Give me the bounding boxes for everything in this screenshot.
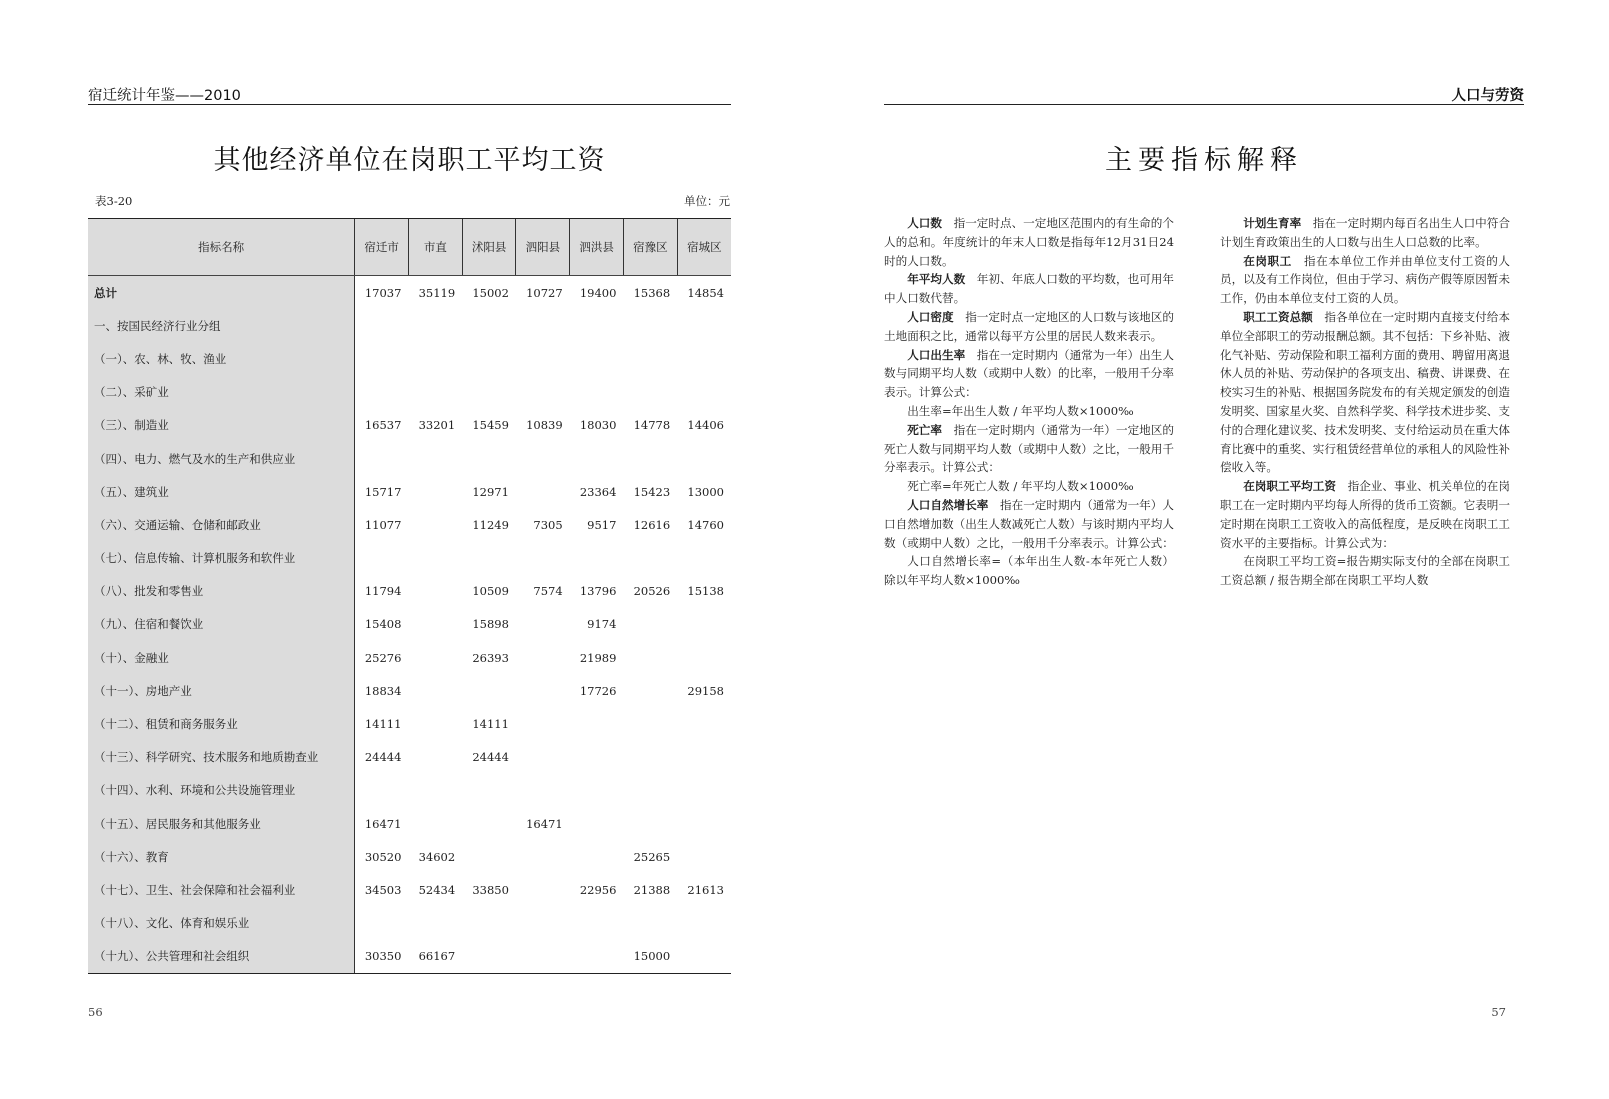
definition-text: 指企业、事业、机关单位的在岗职工在一定时期内平均每人所得的货币工资额。它表明一定时期在岗职工工资收入的高低程度，是反映在岗职工工资水平的主要指标。计算公式为：	[1220, 479, 1510, 550]
table-row	[88, 475, 731, 508]
table-cell: 20526	[633, 584, 671, 599]
table-cell	[516, 873, 570, 906]
column-header: 宿城区	[677, 219, 731, 276]
definition-term: 人口自然增长率	[907, 497, 989, 512]
wage-table	[88, 218, 731, 974]
table-cell	[462, 674, 516, 707]
table-cell	[516, 342, 570, 375]
table-cell	[516, 309, 570, 342]
definition-text: 指在一定时期内（通常为一年）出生人数与同期平均人数（或期中人数）的比率，一般用千分率表示。计算公式：	[884, 347, 1174, 400]
header-rule	[884, 104, 1524, 105]
column-header: 指标名称	[88, 219, 355, 276]
row-label: （十）、金融业	[88, 641, 355, 674]
table-cell	[516, 674, 570, 707]
definition-term: 在岗职工平均工资	[1243, 479, 1336, 494]
table-cell: 15423	[633, 484, 671, 499]
table-cell	[462, 309, 516, 342]
table-unit: 单位：元	[684, 194, 730, 208]
table-cell	[408, 542, 462, 575]
table-cell	[677, 707, 731, 740]
table-cell	[623, 608, 677, 641]
table-cell: 22956	[579, 882, 617, 897]
row-label: （九）、住宿和餐饮业	[88, 608, 355, 641]
table-cell	[408, 575, 462, 608]
table-cell: 26393	[472, 650, 509, 665]
table-cell	[462, 376, 516, 409]
table-cell: 11077	[364, 517, 402, 532]
table-cell	[516, 475, 570, 508]
row-label: （七）、信息传输、计算机服务和软件业	[88, 542, 355, 575]
table-cell: 30350	[355, 940, 409, 974]
table-cell	[677, 442, 731, 475]
table-cell: 15000	[623, 940, 677, 974]
definition-paragraph	[1220, 477, 1510, 552]
definition-term: 在岗职工	[1243, 253, 1292, 268]
table-cell	[408, 608, 462, 641]
header-rule	[88, 104, 731, 105]
table-number: 表3-20	[95, 194, 133, 208]
table-title: 其他经济单位在岗职工平均工资	[213, 145, 606, 176]
definition-term: 职工工资总额	[1243, 309, 1313, 324]
table-cell	[677, 774, 731, 807]
definition-paragraph	[884, 421, 1174, 477]
table-cell	[570, 807, 624, 840]
table-cell	[677, 542, 731, 575]
table-cell	[677, 376, 731, 409]
table-row	[88, 873, 731, 906]
table-cell	[623, 641, 677, 674]
table-cell: 15002	[472, 285, 509, 300]
column-header: 宿豫区	[623, 219, 677, 276]
definition-paragraph	[884, 346, 1174, 402]
table-cell: 21388	[633, 882, 671, 897]
definition-text: 指在一定时期内每百名出生人口中符合计划生育政策出生的人口数与出生人口总数的比率。	[1220, 216, 1510, 249]
table-cell	[677, 342, 731, 375]
table-row	[88, 376, 731, 409]
table-cell	[623, 807, 677, 840]
table-cell	[462, 807, 516, 840]
table-cell	[677, 907, 731, 940]
table-cell: 10509	[472, 584, 509, 599]
table-row	[88, 309, 731, 342]
table-cell	[623, 542, 677, 575]
row-label: （三）、制造业	[88, 409, 355, 442]
table-cell: 14111	[364, 717, 402, 732]
table-cell: 12971	[472, 484, 509, 499]
table-cell: 16471	[526, 816, 563, 831]
table-row	[88, 542, 731, 575]
left-page	[0, 0, 804, 1099]
row-label: （十四）、水利、环境和公共设施管理业	[88, 774, 355, 807]
table-cell: 14111	[472, 717, 509, 732]
table-cell	[408, 309, 462, 342]
table-cell: 17037	[364, 285, 402, 300]
page-number: 57	[1491, 1005, 1506, 1019]
table-cell	[570, 542, 624, 575]
table-cell	[462, 840, 516, 873]
table-cell: 11794	[364, 584, 402, 599]
table-cell: 15368	[633, 285, 671, 300]
table-cell: 9174	[587, 617, 617, 632]
running-head: 宿迁统计年鉴——2010	[88, 88, 241, 104]
table-cell	[623, 774, 677, 807]
definition-text: 指在本单位工作并由单位支付工资的人员，以及有工作岗位，但由于学习、病伤产假等原因暂未工作，仍由本单位支付工资的人员。	[1220, 253, 1510, 306]
table-cell	[462, 342, 516, 375]
table-cell	[462, 442, 516, 475]
definition-text: 指一定时点一定地区的人口数与该地区的土地面积之比，通常以每平方公里的居民人数来表示。	[884, 309, 1174, 343]
table-cell: 25276	[364, 650, 402, 665]
table-cell: 15459	[472, 418, 509, 433]
table-row	[88, 707, 731, 740]
table-cell: 12616	[633, 517, 671, 532]
table-cell	[408, 508, 462, 541]
table-cell	[516, 707, 570, 740]
table-cell	[570, 342, 624, 375]
definition-paragraph	[884, 270, 1174, 308]
definition-text: 年初、年底人口数的平均数，也可用年中人口数代替。	[884, 272, 1174, 306]
table-cell	[408, 707, 462, 740]
table-row	[88, 409, 731, 442]
table-cell	[355, 774, 409, 807]
row-label: （五）、建筑业	[88, 475, 355, 508]
table-cell	[516, 608, 570, 641]
row-label: （十七）、卫生、社会保障和社会福利业	[88, 873, 355, 906]
table-cell	[570, 840, 624, 873]
table-cell	[408, 907, 462, 940]
table-cell	[623, 707, 677, 740]
table-cell: 33850	[472, 882, 509, 897]
table-cell	[623, 907, 677, 940]
table-cell	[570, 442, 624, 475]
table-header-row	[88, 219, 731, 276]
table-row	[88, 774, 731, 807]
row-label: （六）、交通运输、仓储和邮政业	[88, 508, 355, 541]
definition-term: 人口密度	[907, 309, 954, 324]
table-cell	[570, 907, 624, 940]
table-cell: 21613	[687, 882, 724, 897]
row-label: （十五）、居民服务和其他服务业	[88, 807, 355, 840]
table-cell: 19400	[579, 285, 617, 300]
definition-paragraph	[884, 496, 1174, 552]
row-label: （十二）、租赁和商务服务业	[88, 707, 355, 740]
definition-text: 指在一定时期内（通常为一年）人口自然增加数（出生人数减死亡人数）与该时期内平均人数（或期中人数）之比，一般用千分率表示。计算公式：	[884, 497, 1174, 550]
table-cell	[570, 376, 624, 409]
table-cell	[516, 376, 570, 409]
table-cell: 21989	[579, 650, 617, 665]
table-cell: 10727	[526, 285, 563, 300]
section-title: 主要指标解释	[1105, 145, 1303, 176]
definition-paragraph	[884, 308, 1174, 346]
table-cell: 35119	[418, 285, 456, 300]
table-cell: 24444	[364, 750, 402, 765]
table-cell	[408, 376, 462, 409]
table-cell	[516, 940, 570, 974]
table-cell: 18030	[579, 418, 617, 433]
table-cell	[623, 741, 677, 774]
table-row	[88, 442, 731, 475]
definition-term: 年平均人数	[907, 272, 966, 287]
table-cell	[355, 376, 409, 409]
column-header: 泗阳县	[516, 219, 570, 276]
right-page	[804, 0, 1609, 1099]
table-row	[88, 608, 731, 641]
table-cell	[570, 707, 624, 740]
table-row	[88, 840, 731, 873]
column-header: 泗洪县	[570, 219, 624, 276]
table-cell	[570, 309, 624, 342]
table-cell: 29158	[687, 683, 724, 698]
table-cell	[408, 774, 462, 807]
definitions-column-1	[884, 214, 1174, 590]
table-cell: 9517	[587, 517, 617, 532]
table-cell	[570, 774, 624, 807]
row-label: （十九）、公共管理和社会组织	[88, 940, 355, 974]
definition-paragraph	[1220, 252, 1510, 308]
table-cell: 7305	[533, 517, 563, 532]
table-cell	[408, 342, 462, 375]
table-cell	[516, 840, 570, 873]
table-cell: 13000	[687, 484, 724, 499]
table-cell	[408, 807, 462, 840]
table-cell: 7574	[533, 584, 563, 599]
definition-paragraph	[1220, 214, 1510, 252]
table-cell	[408, 475, 462, 508]
table-cell	[462, 542, 516, 575]
table-cell: 11249	[472, 517, 509, 532]
table-cell	[677, 741, 731, 774]
table-cell	[462, 774, 516, 807]
table-cell	[355, 542, 409, 575]
table-cell	[355, 907, 409, 940]
column-header: 宿迁市	[355, 219, 409, 276]
table-cell	[355, 442, 409, 475]
table-body	[88, 276, 731, 974]
formula: 人口自然增长率=（本年出生人数-本年死亡人数）除以年平均人数×1000‰	[884, 554, 1174, 588]
table-cell	[677, 309, 731, 342]
table-row	[88, 807, 731, 840]
table-cell: 14760	[687, 517, 724, 532]
table-cell: 15717	[364, 484, 402, 499]
definition-term: 死亡率	[907, 422, 942, 437]
table-cell	[677, 641, 731, 674]
table-cell	[516, 907, 570, 940]
table-cell	[623, 309, 677, 342]
column-header: 沭阳县	[462, 219, 516, 276]
table-row	[88, 674, 731, 707]
formula: 出生率=年出生人数 / 年平均人数×1000‰	[907, 403, 1134, 418]
table-cell	[516, 741, 570, 774]
table-cell: 15408	[364, 617, 402, 632]
table-cell: 23364	[579, 484, 617, 499]
table-cell	[408, 442, 462, 475]
table-cell: 33201	[418, 418, 456, 433]
table-cell: 16471	[364, 816, 402, 831]
running-head: 人口与劳资	[1451, 88, 1524, 104]
row-label: （十八）、文化、体育和娱乐业	[88, 907, 355, 940]
row-label: （十六）、教育	[88, 840, 355, 873]
table-cell: 15898	[472, 617, 509, 632]
definition-term: 人口出生率	[907, 347, 966, 362]
table-cell	[677, 608, 731, 641]
page-number: 56	[88, 1005, 103, 1019]
row-label: （十一）、房地产业	[88, 674, 355, 707]
table-row	[88, 276, 731, 310]
row-label: （一）、农、林、牧、渔业	[88, 342, 355, 375]
table-cell	[516, 774, 570, 807]
definition-text: 指一定时点、一定地区范围内的有生命的个人的总和。年度统计的年末人口数是指每年12月31日24时的人口数。	[884, 216, 1174, 268]
table-cell	[355, 342, 409, 375]
table-row	[88, 342, 731, 375]
table-cell	[623, 376, 677, 409]
table-cell	[623, 674, 677, 707]
table-cell: 34602	[418, 849, 456, 864]
definition-text: 指各单位在一定时期内直接支付给本单位全部职工的劳动报酬总额。其不包括：下乡补贴、液化气补贴、劳动保险和职工福利方面的费用、聘留用离退休人员的补贴、劳动保护的各项支出、稿费、讲课费、在校实习生的补贴、根据国务院发布的有关规定颁发的创造发明奖、国家星火奖、自然科学奖、科学技术进步奖、支付的合理化建议奖、技术发明奖、支付给运动员在重大体育比赛中的重奖、实行租赁经营单位的承租人的风险性补偿收入等。	[1220, 309, 1510, 475]
row-label: （十三）、科学研究、技术服务和地质勘查业	[88, 741, 355, 774]
table-cell: 13796	[579, 584, 617, 599]
row-label: （八）、批发和零售业	[88, 575, 355, 608]
formula: 在岗职工平均工资=报告期实际支付的全部在岗职工工资总额 / 报告期全部在岗职工平均人数	[1220, 554, 1510, 588]
formula: 死亡率=年死亡人数 / 年平均人数×1000‰	[907, 479, 1134, 494]
table-cell	[677, 807, 731, 840]
table-cell: 18834	[364, 683, 402, 698]
table-row	[88, 641, 731, 674]
table-cell	[623, 442, 677, 475]
table-cell: 15138	[687, 584, 724, 599]
table-cell: 14406	[687, 418, 724, 433]
table-cell	[355, 309, 409, 342]
table-cell: 16537	[364, 418, 402, 433]
table-row	[88, 575, 731, 608]
row-label: （四）、电力、燃气及水的生产和供应业	[88, 442, 355, 475]
definition-term: 计划生育率	[1243, 216, 1302, 230]
table-cell	[462, 940, 516, 974]
table-cell: 14778	[633, 418, 671, 433]
table-cell: 66167	[408, 940, 462, 974]
table-cell	[408, 674, 462, 707]
column-header: 市直	[408, 219, 462, 276]
table-cell	[516, 641, 570, 674]
table-cell	[516, 442, 570, 475]
table-cell	[516, 542, 570, 575]
definition-paragraph	[884, 214, 1174, 270]
table-cell: 52434	[418, 882, 456, 897]
table-cell	[570, 940, 624, 974]
definition-text: 指在一定时期内（通常为一年）一定地区的死亡人数与同期平均人数（或期中人数）之比，一般用千分率表示。计算公式：	[884, 422, 1174, 475]
table-cell: 10839	[526, 418, 563, 433]
table-cell	[570, 741, 624, 774]
table-cell	[677, 940, 731, 974]
table-cell	[623, 342, 677, 375]
table-row	[88, 508, 731, 541]
table-cell	[462, 907, 516, 940]
definition-paragraph	[1220, 308, 1510, 477]
table-cell: 25265	[633, 849, 671, 864]
table-cell: 14854	[687, 285, 724, 300]
table-cell: 17726	[579, 683, 617, 698]
definitions-column-2	[1220, 214, 1510, 590]
table-row	[88, 940, 731, 974]
table-cell	[677, 840, 731, 873]
row-label: 总计	[88, 276, 355, 310]
table-cell: 24444	[472, 750, 509, 765]
table-row	[88, 741, 731, 774]
table-row	[88, 907, 731, 940]
table-cell: 34503	[364, 882, 402, 897]
table-cell	[408, 741, 462, 774]
table-cell	[408, 641, 462, 674]
row-label: 一、按国民经济行业分组	[88, 309, 355, 342]
row-label: （二）、采矿业	[88, 376, 355, 409]
table-cell: 30520	[364, 849, 402, 864]
definition-term: 人口数	[907, 216, 942, 230]
